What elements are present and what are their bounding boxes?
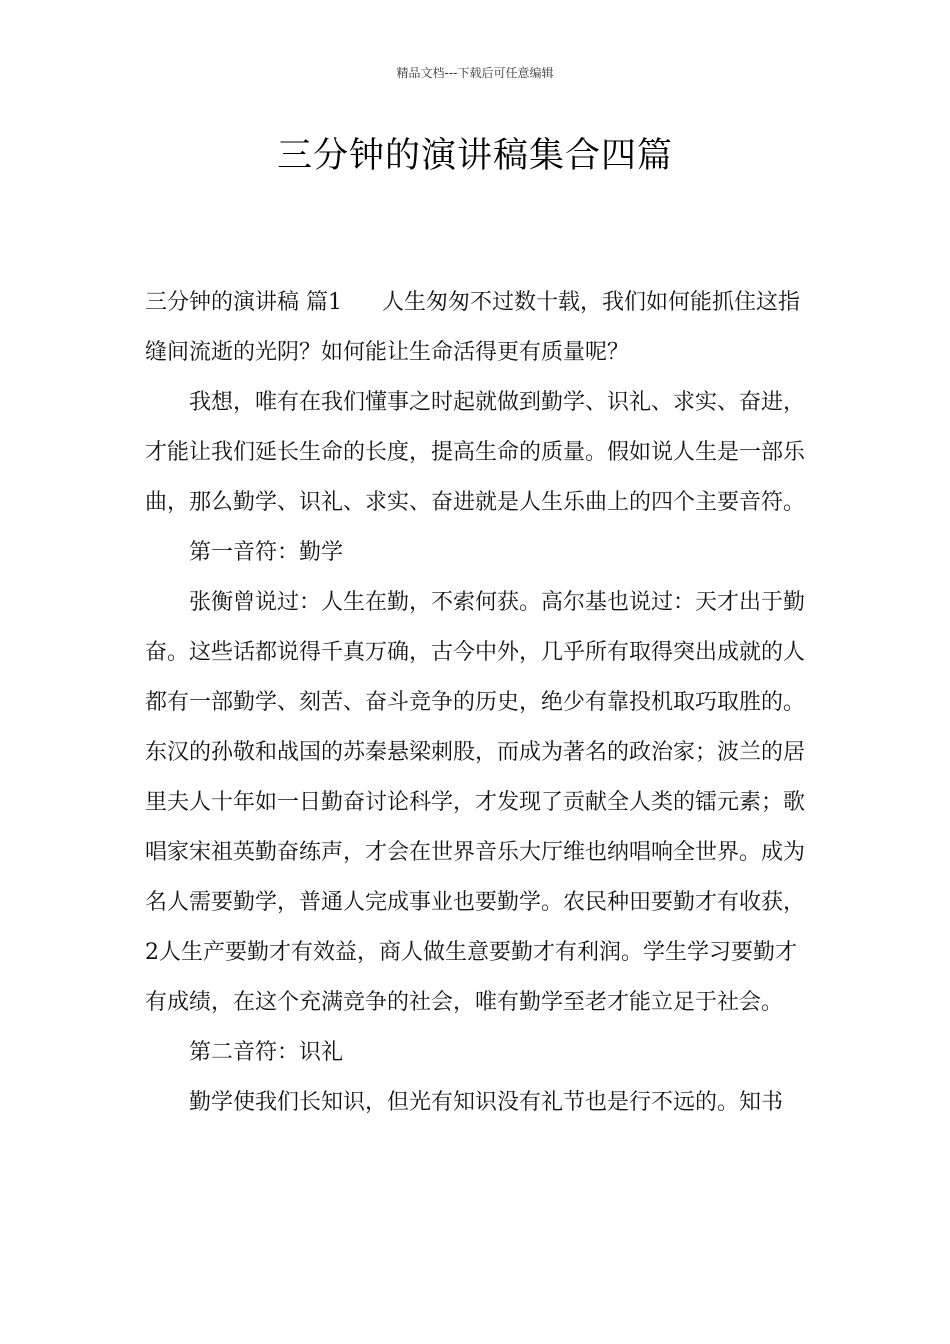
intro-label: 三分钟的演讲稿 篇1: [145, 290, 342, 315]
paragraph-2: 张衡曾说过：人生在勤，不索何获。高尔基也说过：天才出于勤奋。这些话都说得千真万确，古今中外，几乎所有取得突出成就的人都有一部勤学、刻苦、奋斗竞争的历史，绝少有靠投机取巧取胜的。东汉的孙敬和战国的苏秦悬梁刺股，而成为著名的政治家；波兰的居里夫人十年如一日勤奋讨论科学，才发现了贡献全人类的镭元素；歌唱家宋祖英勤奋练声，才会在世界音乐大厅维也纳唱响全世界。成为名人需要勤学，普通人完成事业也要勤学。农民种田要勤才有收获，2人生产要勤才有效益，商人做生意要勤才有利润。学生学习要勤才有成绩，在这个充满竞争的社会，唯有勤学至老才能立足于社会。: [145, 590, 806, 1015]
section-heading-2: 第二音符：识礼: [189, 1040, 344, 1065]
document-title: 三分钟的演讲稿集合四篇: [276, 136, 673, 176]
section-heading-1: 第一音符：勤学: [189, 540, 344, 565]
header-note: 精品文档---下载后可任意编辑: [396, 66, 554, 80]
paragraph-1: 我想，唯有在我们懂事之时起就做到勤学、识礼、求实、奋进，才能让我们延长生命的长度，提高生命的质量。假如说人生是一部乐曲，那么勤学、识礼、求实、奋进就是人生乐曲上的四个主要音符。: [145, 390, 806, 515]
intro-paragraph: [145, 278, 817, 378]
document-body: [145, 278, 817, 1128]
paragraph-3: 勤学使我们长知识，但光有知识没有礼节也是行不远的。知书: [189, 1090, 784, 1115]
intro-text: 人生匆匆不过数十载，我们如何能抓住这指缝间流逝的光阴？如何能让生命活得更有质量呢？: [145, 290, 801, 365]
